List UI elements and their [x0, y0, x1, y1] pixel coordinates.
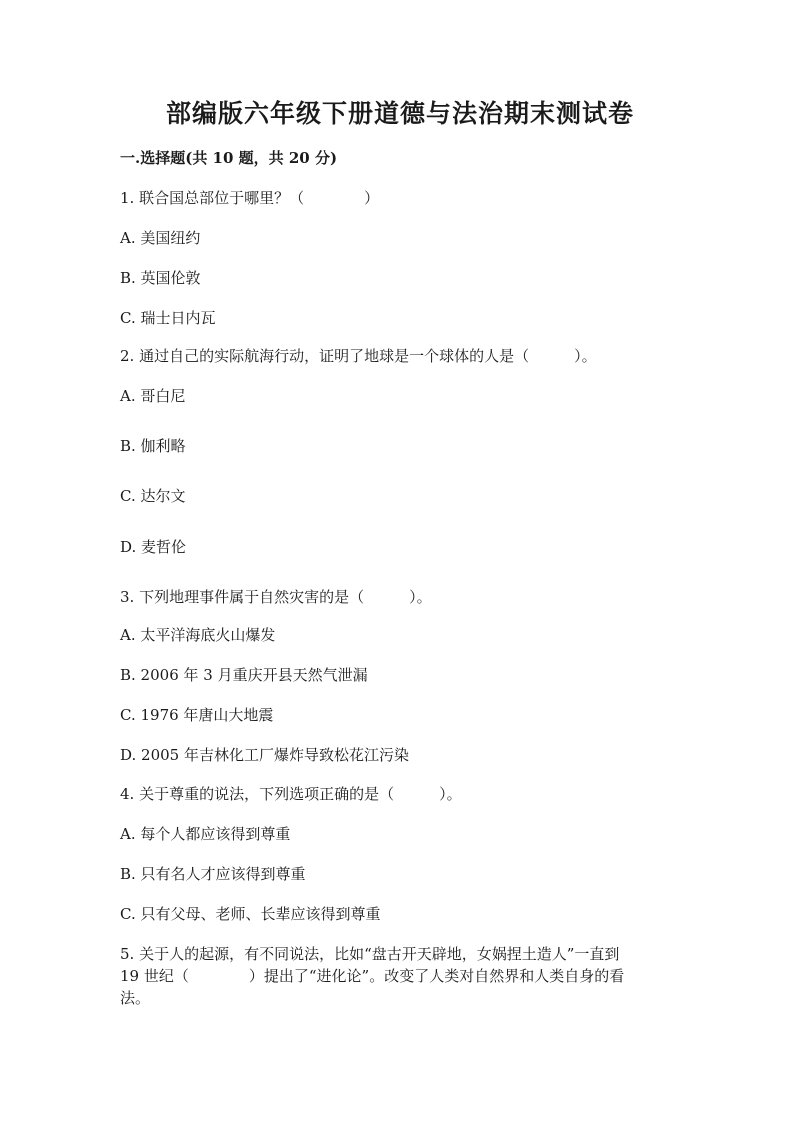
question-4-option-b: B. 只有名人才应该得到尊重: [120, 865, 306, 883]
question-3-stem: 3. 下列地理事件属于自然灾害的是（ ）。: [120, 588, 432, 606]
question-1-option-a: A. 美国纽约: [120, 229, 201, 247]
question-2-option-c: C. 达尔文: [120, 487, 186, 505]
question-2-option-a: A. 哥白尼: [120, 387, 186, 405]
question-4-option-c: C. 只有父母、老师、长辈应该得到尊重: [120, 905, 381, 923]
question-2-option-b: B. 伽利略: [120, 437, 186, 455]
question-1-option-c: C. 瑞士日内瓦: [120, 309, 216, 327]
question-3-option-b: B. 2006 年 3 月重庆开县天然气泄漏: [120, 666, 368, 684]
question-3-option-d: D. 2005 年吉林化工厂爆炸导致松花江污染: [120, 746, 409, 764]
question-4-option-a: A. 每个人都应该得到尊重: [120, 825, 291, 843]
question-3-option-c: C. 1976 年唐山大地震: [120, 706, 274, 724]
question-5-stem-line-3: 法。: [120, 989, 151, 1007]
question-1-stem: 1. 联合国总部位于哪里？（ ）: [120, 189, 380, 207]
question-5-stem-line-1: 5. 关于人的起源，有不同说法，比如“盘古开天辟地，女娲捏土造人”一直到: [120, 945, 620, 963]
question-1-option-b: B. 英国伦敦: [120, 269, 201, 287]
section-heading: 一.选择题(共 10 题，共 20 分): [120, 149, 338, 167]
question-5-stem-line-2: 19 世纪（ ）提出了“进化论”。改变了人类对自然界和人类自身的看: [120, 967, 625, 985]
question-3-option-a: A. 太平洋海底火山爆发: [120, 626, 276, 644]
page-title: 部编版六年级下册道德与法治期末测试卷: [165, 99, 634, 128]
question-2-option-d: D. 麦哲伦: [120, 538, 187, 556]
question-2-stem: 2. 通过自己的实际航海行动，证明了地球是一个球体的人是（ ）。: [120, 347, 597, 365]
question-4-stem: 4. 关于尊重的说法，下列选项正确的是（ ）。: [120, 785, 462, 803]
